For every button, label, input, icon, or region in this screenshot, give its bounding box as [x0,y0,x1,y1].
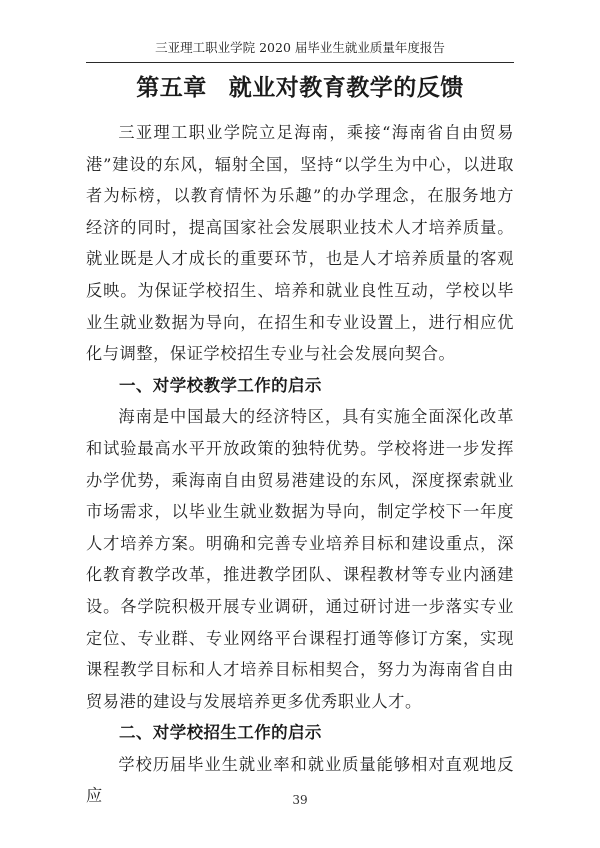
section-heading-admission: 二、对学校招生工作的启示 [119,723,322,743]
section-paragraph-admission: 学校历届毕业生就业率和就业质量能够相对直观地反应 [86,754,514,806]
section-heading-teaching: 一、对学校教学工作的启示 [119,375,322,395]
section-paragraph-teaching: 海南是中国最大的经济特区，具有实施全面深化改革和试验最高水平开放政策的独特优势。学校将进一步发挥办学优势，乘海南自由贸易港建设的东风，深度探索就业市场需求，以毕业生就业数据为导向，制定学校下一年度人才培养方案。明确和完善专业培养目标和建设重点，深化教育教学改革，推进教学团队、课程教材等专业内涵建设。各学院积极开展专业调研，通过研讨进一步落实专业定位、专业群、专业网络平台课程打通等修订方案，实现课程教学目标和人才培养目标相契合，努力为海南省自由贸易港的建设与发展培养更多优秀职业人才。 [86,407,514,711]
page-body [86,117,514,812]
chapter-title-text: 就业对教育教学的反馈 [228,74,464,101]
chapter-title [86,72,514,104]
running-header [86,40,514,63]
page-number: 39 [292,793,308,807]
chapter-number: 第五章 [136,74,207,101]
running-header-text: 三亚理工职业学院 2020 届毕业生就业质量年度报告 [155,40,445,55]
intro-paragraph: 三亚理工职业学院立足海南，乘接“海南省自由贸易港”建设的东风，辐射全国，坚持“以学生为中心，以进取者为标榜，以教育情怀为乐趣”的办学理念，在服务地方经济的同时，提高国家社会发展职业技术人才培养质量。就业既是人才成长的重要环节，也是人才培养质量的客观反映。为保证学校招生、培养和就业良性互动，学校以毕业生就业数据为导向，在招生和专业设置上，进行相应优化与调整，保证学校招生专业与社会发展向契合。 [86,123,514,364]
